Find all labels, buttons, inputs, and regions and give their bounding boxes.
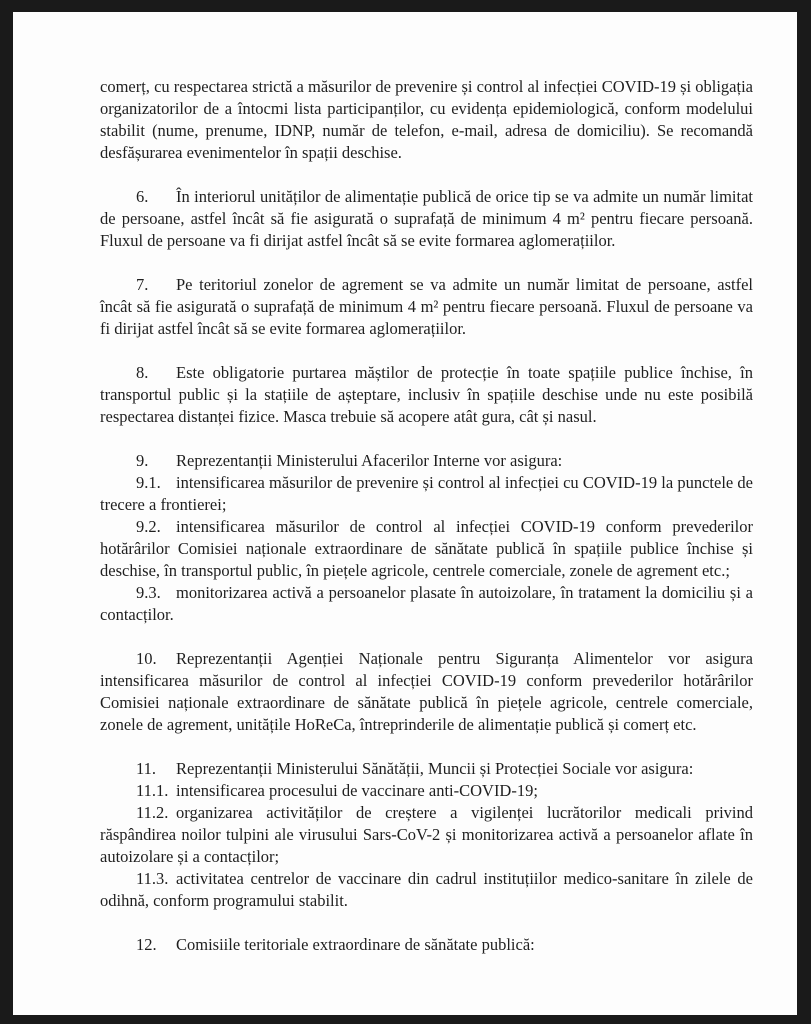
paragraph-block: [100, 450, 753, 626]
paragraph-number: 8.: [136, 363, 149, 382]
paragraph-text: Pe teritoriul zonelor de agrement se va admite un număr limitat de persoane, astfel încât să fie asigurată o suprafață de minimum 4 m² pentru fiecare persoană. Fluxul de persoane va fi dirijat astfel încât să se evite formarea aglomerațiilor.: [100, 275, 753, 338]
paragraph-text: Reprezentanții Agenției Naționale pentru Siguranța Alimentelor vor asigura intensificarea măsurilor de control al infecției COVID-19 conform prevederilor hotărârilor Comisiei naționale extraordinare de sănătate publică în piețele agricole, centrele comerciale, zonele de agrement, unitățile HoReCa, întreprinderile de alimentație publică și comerț etc.: [100, 649, 753, 734]
paragraph-block: [100, 274, 753, 340]
document-text: [100, 76, 753, 956]
paragraph-number: 11.: [136, 759, 157, 778]
paragraph-text: comerț, cu respectarea strictă a măsurilor de prevenire și control al infecției COVID-19 și obligația organizatorilor de a întocmi lista participanților, cu evidența epidemiologică, conform modelului stabilit (nume, prenume, IDNP, număr de telefon, e-mail, adresa de domiciliu). Se recomandă desfășurarea evenimentelor în spații deschise.: [100, 77, 753, 162]
paragraph-block: [100, 76, 753, 164]
paragraph: [100, 186, 753, 252]
paragraph-block: [100, 648, 753, 736]
paragraph-number: 11.1.: [136, 781, 169, 800]
paragraph: [100, 780, 753, 802]
paragraph: [100, 516, 753, 582]
document-page: [13, 12, 797, 1015]
paragraph-number: 9.3.: [136, 583, 161, 602]
paragraph-number: 12.: [136, 935, 157, 954]
paragraph-text: intensificarea măsurilor de prevenire și control al infecției cu COVID-19 la punctele de trecere a frontierei;: [100, 473, 753, 514]
paragraph-block: [100, 934, 753, 956]
paragraph: [100, 450, 753, 472]
paragraph-block: [100, 362, 753, 428]
paragraph-number: 6.: [136, 187, 149, 206]
paragraph-text: Reprezentanții Ministerului Sănătății, Muncii și Protecției Sociale vor asigura:: [176, 759, 694, 778]
paragraph: [100, 76, 753, 164]
paragraph: [100, 802, 753, 868]
paragraph-text: În interiorul unităților de alimentație publică de orice tip se va admite un număr limitat de persoane, astfel încât să fie asigurată o suprafață de minimum 4 m² pentru fiecare persoană. Fluxul de persoane va fi dirijat astfel încât să se evite formarea aglomerațiilor.: [100, 187, 753, 250]
paragraph-text: activitatea centrelor de vaccinare din cadrul instituțiilor medico-sanitare în zilele de odihnă, conform programului stabilit.: [100, 869, 753, 910]
paragraph-text: monitorizarea activă a persoanelor plasate în autoizolare, în tratament la domiciliu și a contacților.: [100, 583, 753, 624]
paragraph-number: 9.2.: [136, 517, 161, 536]
paragraph-number: 11.3.: [136, 869, 169, 888]
paragraph: [100, 868, 753, 912]
paragraph-text: Este obligatorie purtarea măștilor de protecție în toate spațiile publice închise, în transportul public și la stațiile de așteptare, inclusiv în spațiile deschise unde nu este posibilă respectarea distanței fizice. Masca trebuie să acopere atât gura, cât și nasul.: [100, 363, 753, 426]
paragraph-text: intensificarea procesului de vaccinare anti-COVID-19;: [176, 781, 538, 800]
paragraph-number: 9.1.: [136, 473, 161, 492]
paragraph-text: organizarea activităților de creștere a vigilenței lucrătorilor medicali privind răspândirea noilor tulpini ale virusului Sars-CoV-2 și monitorizarea activă a persoanelor aflate în autoizolare și a contacților;: [100, 803, 753, 866]
paragraph-text: Comisiile teritoriale extraordinare de sănătate publică:: [176, 935, 535, 954]
paragraph: [100, 472, 753, 516]
paragraph-number: 11.2.: [136, 803, 169, 822]
paragraph-number: 10.: [136, 649, 157, 668]
paragraph: [100, 362, 753, 428]
paragraph-number: 9.: [136, 451, 149, 470]
paragraph: [100, 934, 753, 956]
paragraph: [100, 274, 753, 340]
paragraph-block: [100, 186, 753, 252]
paragraph-text: Reprezentanții Ministerului Afacerilor Interne vor asigura:: [176, 451, 563, 470]
paragraph-number: 7.: [136, 275, 149, 294]
paragraph-text: intensificarea măsurilor de control al infecției COVID-19 conform prevederilor hotărârilor Comisiei naționale extraordinare de sănătate publică în spațiile publice închise și deschise, în transportul public, în piețele agricole, centrele comerciale, zonele de agrement etc.;: [100, 517, 753, 580]
paragraph-block: [100, 758, 753, 912]
paragraph: [100, 758, 753, 780]
paragraph: [100, 582, 753, 626]
paragraph: [100, 648, 753, 736]
